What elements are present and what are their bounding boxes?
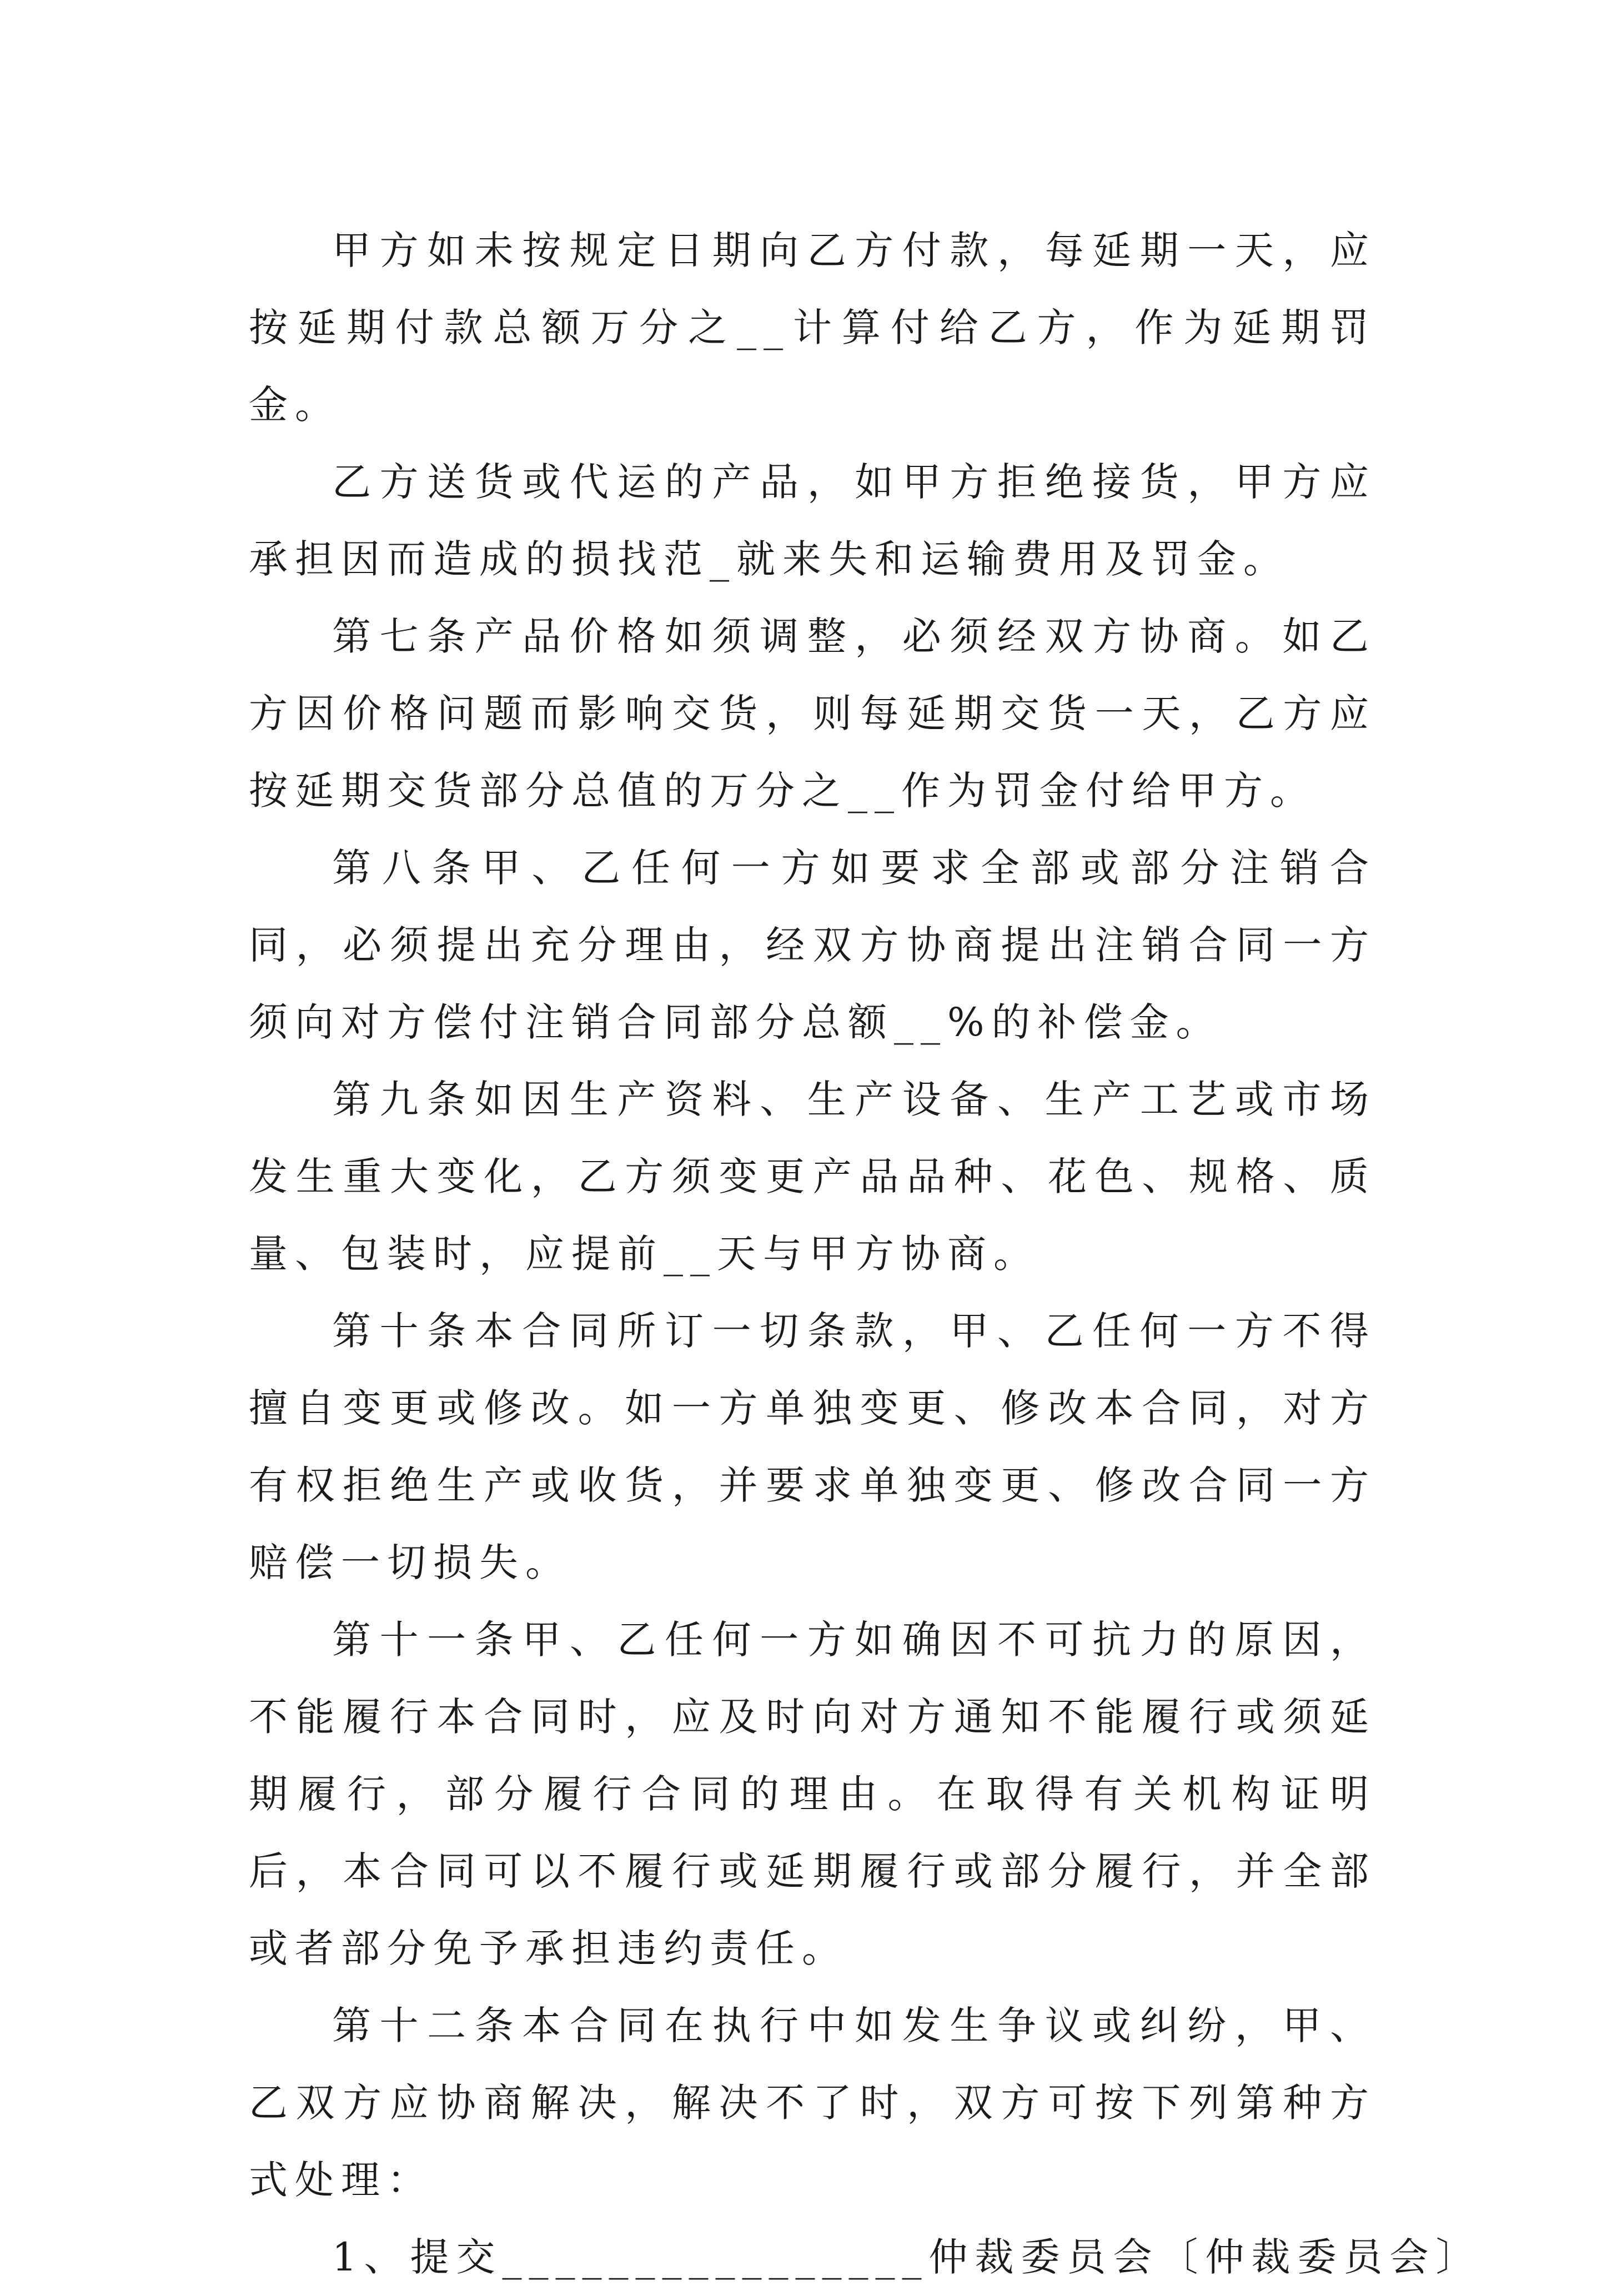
paragraph-article-8: 第八条甲、乙任何一方如要求全部或部分注销合同，必须提出充分理由，经双方协商提出注销合同一方须向对方偿付注销合同部分总额__%的补偿金。 <box>249 845 1376 1045</box>
document-body <box>249 212 1482 2296</box>
paragraph-article-11: 第十一条甲、乙任何一方如确因不可抗力的原因，不能履行本合同时，应及时向对方通知不能履行或须延期履行，部分履行合同的理由。在取得有关机构证明后，本合同可以不履行或延期履行或部分履行，并全部或者部分免予承担违约责任。 <box>249 1617 1376 1971</box>
paragraph-article-10: 第十条本合同所订一切条款，甲、乙任何一方不得擅自变更或修改。如一方单独变更、修改本合同，对方有权拒绝生产或收货，并要求单独变更、修改合同一方赔偿一切损失。 <box>249 1308 1376 1585</box>
paragraph-article-7: 第七条产品价格如须调整，必须经双方协商。如乙方因价格问题而影响交货，则每延期交货一天，乙方应按延期交货部分总值的万分之__作为罚金付给甲方。 <box>249 614 1376 813</box>
paragraph-article-12: 第十二条本合同在执行中如发生争议或纠纷，甲、乙双方应协商解决，解决不了时，双方可按下列第种方式处理： <box>249 2003 1376 2203</box>
list-item-arbitration: 1、提交________________仲裁委员会〔仲裁委员会〕 <box>332 2234 1482 2280</box>
paragraph-article-9: 第九条如因生产资料、生产设备、生产工艺或市场发生重大变化，乙方须变更产品品种、花色、规格、质量、包装时，应提前__天与甲方协商。 <box>249 1077 1376 1277</box>
paragraph-refused-delivery: 乙方送货或代运的产品，如甲方拒绝接货，甲方应承担因而造成的损找范_就来失和运输费用及罚金。 <box>249 459 1376 582</box>
paragraph-late-payment-penalty: 甲方如未按规定日期向乙方付款，每延期一天，应按延期付款总额万分之__计算付给乙方，作为延期罚金。 <box>249 228 1376 428</box>
